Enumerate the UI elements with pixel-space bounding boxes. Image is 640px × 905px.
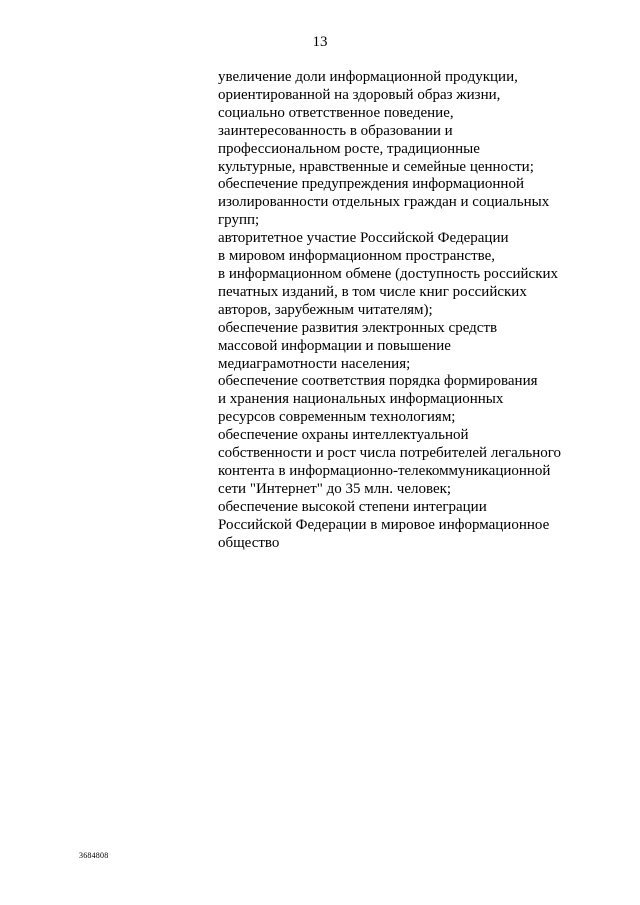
page-number: 13 xyxy=(312,34,328,50)
text-line: обеспечение развития электронных средств xyxy=(218,319,498,336)
text-line: ориентированной на здоровый образ жизни, xyxy=(218,86,501,103)
text-line: Российской Федерации в мировое информационное xyxy=(218,516,550,533)
text-line: массовой информации и повышение xyxy=(218,337,451,354)
text-line: профессиональном росте, традиционные xyxy=(218,140,480,157)
text-line: заинтересованность в образовании и xyxy=(218,122,453,139)
text-line: обеспечение охраны интеллектуальной xyxy=(218,427,469,444)
text-line: увеличение доли информационной продукции, xyxy=(218,69,518,85)
document-code: 3684808 xyxy=(79,851,109,860)
text-line: социально ответственное поведение, xyxy=(218,104,454,121)
text-line: обеспечение высокой степени интеграции xyxy=(218,498,487,515)
text-line: групп; xyxy=(218,212,260,229)
text-line: и хранения национальных информационных xyxy=(218,391,504,408)
text-line: изолированности отдельных граждан и социальных xyxy=(218,194,550,211)
text-line: культурные, нравственные и семейные ценности; xyxy=(218,158,534,175)
text-line: обеспечение предупреждения информационной xyxy=(218,176,524,193)
text-line: медиаграмотности населения; xyxy=(218,355,411,372)
text-line: общество xyxy=(218,534,280,551)
text-line: обеспечение соответствия порядка формирования xyxy=(218,373,538,390)
text-line: в информационном обмене (доступность российских xyxy=(218,265,559,282)
text-line: в мировом информационном пространстве, xyxy=(218,248,496,265)
text-line: собственности и рост числа потребителей легального xyxy=(218,445,562,462)
text-line: сети "Интернет" до 35 млн. человек; xyxy=(218,480,452,497)
text-line: авторитетное участие Российской Федерации xyxy=(218,230,509,247)
text-line: ресурсов современным технологиям; xyxy=(218,409,456,426)
text-line: контента в информационно-телекоммуникационной xyxy=(218,462,551,479)
text-line: печатных изданий, в том числе книг российских xyxy=(218,283,527,300)
text-line: авторов, зарубежным читателям); xyxy=(218,301,433,318)
body-text xyxy=(218,69,628,552)
